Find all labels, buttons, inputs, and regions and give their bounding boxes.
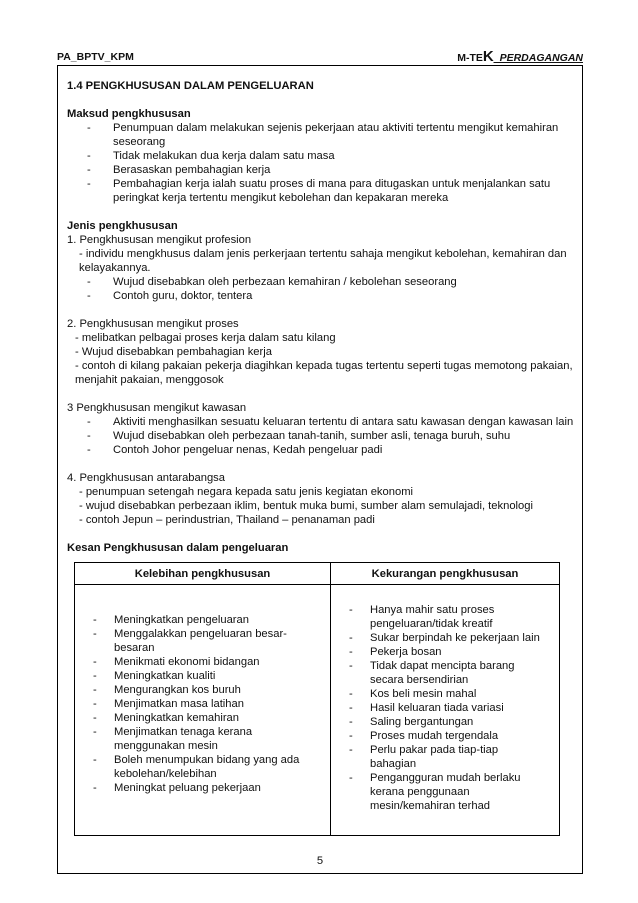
kelebihan-cell	[75, 585, 331, 836]
list-item: - Penumpuan dalam melakukan sejenis pekerjaan atau aktiviti tertentu mengikut kemahiran seseorang	[87, 122, 559, 148]
list-item: - Pekerja bosan	[349, 646, 442, 658]
list-item-text: Hanya mahir satu proses pengeluaran/tidak kreatif	[370, 604, 495, 630]
header-left-code: PA_BPTV_KPM	[57, 51, 134, 63]
list-item-text: Menjimatkan tenaga kerana menggunakan mesin	[114, 726, 253, 752]
list-item: - Saling bergantungan	[349, 716, 474, 728]
list-item-text: Sukar berpindah ke pekerjaan lain	[370, 632, 540, 644]
list-item: - Boleh menumpukan bidang yang ada kebolehan/kelebihan	[93, 754, 300, 780]
list-item-text: Boleh menumpukan bidang yang ada kebolehan/kelebihan	[114, 754, 300, 780]
kekurangan-column-header: Kekurangan pengkhususan	[331, 563, 560, 585]
list-item: - Pembahagian kerja ialah suatu proses di mana para ditugaskan untuk menjalankan satu peringkat kerja tertentu mengikut kebolehan dan kepakaran mereka	[87, 178, 551, 204]
list-item-text: Aktiviti menghasilkan sesuatu keluaran tertentu di antara satu kawasan dengan kawasan lain	[113, 416, 574, 428]
list-item: - Kos beli mesin mahal	[349, 688, 477, 700]
list-item-text: Wujud disebabkan oleh perbezaan tanah-tanih, sumber asli, tenaga buruh, suhu	[113, 430, 511, 442]
jenis-1-description: - individu mengkhusus dalam jenis perkerjaan tertentu sahaja mengikut kebolehan, kemahiran dan kelayakannya.	[79, 248, 567, 274]
list-item: - Sukar berpindah ke pekerjaan lain	[349, 632, 540, 644]
maksud-list	[67, 121, 574, 205]
list-item: - Aktiviti menghasilkan sesuatu keluaran tertentu di antara satu kawasan dengan kawasan lain	[87, 416, 574, 428]
list-item-text: Contoh guru, doktor, tentera	[113, 290, 253, 302]
jenis-3-list	[67, 415, 574, 457]
list-item-text: Menikmati ekonomi bidangan	[114, 656, 260, 668]
header-right-title	[457, 50, 583, 65]
table-row	[75, 585, 560, 836]
list-item: - Contoh Johor pengeluar nenas, Kedah pengeluar padi	[87, 444, 383, 456]
kekurangan-cell	[331, 585, 560, 836]
list-item: - Perlu pakar pada tiap-tiap bahagian	[349, 744, 499, 770]
list-item-text: Pekerja bosan	[370, 646, 442, 658]
list-item: - Contoh guru, doktor, tentera	[87, 290, 253, 302]
list-item-text: Meningkat peluang pekerjaan	[114, 782, 261, 794]
list-item-text: Hasil keluaran tiada variasi	[370, 702, 504, 714]
list-item-text: Meningkatkan kemahiran	[114, 712, 239, 724]
kesan-heading: Kesan Pengkhususan dalam pengeluaran	[67, 542, 289, 554]
list-item: - Wujud disebabkan oleh perbezaan kemahiran / kebolehan seseorang	[87, 276, 457, 288]
jenis-1-list	[67, 275, 574, 303]
list-item: - Menikmati ekonomi bidangan	[93, 656, 260, 668]
list-item-text: Menggalakkan pengeluaran besar-besaran	[114, 628, 287, 654]
list-item: - Menjimatkan tenaga kerana menggunakan mesin	[93, 726, 253, 752]
list-item: - Mengurangkan kos buruh	[93, 684, 241, 696]
jenis-1-title: 1. Pengkhususan mengikut profesion	[67, 234, 252, 246]
list-item-text: Meningkatkan kualiti	[114, 670, 216, 682]
header-right-prefix: M-TE	[457, 52, 483, 64]
list-item-text: Penumpuan dalam melakukan sejenis pekerjaan atau aktiviti tertentu mengikut kemahiran seseorang	[113, 122, 559, 148]
list-item: - Meningkatkan kualiti	[93, 670, 216, 682]
list-item-text: Berasaskan pembahagian kerja	[113, 164, 271, 176]
list-item-text: Wujud disebabkan oleh perbezaan kemahiran / kebolehan seseorang	[113, 276, 457, 288]
list-item-text: Mengurangkan kos buruh	[114, 684, 241, 696]
list-item-text: Tidak dapat mencipta barang secara bersendirian	[370, 660, 515, 686]
jenis-3-title: 3 Pengkhususan mengikut kawasan	[67, 402, 247, 414]
list-item: - Pengangguran mudah berlaku kerana penggunaan mesin/kemahiran terhad	[349, 772, 521, 812]
list-item: - Tidak dapat mencipta barang secara bersendirian	[349, 660, 515, 686]
kekurangan-list	[331, 603, 559, 813]
header-right-suffix: _PERDAGANGAN	[493, 52, 583, 64]
list-item: - Hasil keluaran tiada variasi	[349, 702, 504, 714]
jenis-2-line: - Wujud disebabkan pembahagian kerja	[75, 346, 272, 358]
list-item-text: Meningkatkan pengeluaran	[114, 614, 249, 626]
page-number: 5	[316, 855, 324, 867]
jenis-4-line: - wujud disebabkan perbezaan iklim, bentuk muka bumi, sumber alam semulajadi, teknologi	[79, 500, 533, 512]
kelebihan-column-header: Kelebihan pengkhususan	[75, 563, 331, 585]
list-item-text: Saling bergantungan	[370, 716, 474, 728]
maksud-heading: Maksud pengkhususan	[67, 108, 191, 120]
page-header	[57, 50, 583, 64]
list-item: - Proses mudah tergendala	[349, 730, 499, 742]
list-item-text: Contoh Johor pengeluar nenas, Kedah pengeluar padi	[113, 444, 383, 456]
list-item: - Berasaskan pembahagian kerja	[87, 164, 271, 176]
list-item-text: Proses mudah tergendala	[370, 730, 499, 742]
section-title: 1.4 PENGKHUSUSAN DALAM PENGELUARAN	[67, 80, 314, 92]
page-content	[67, 79, 574, 555]
kelebihan-list	[75, 613, 330, 795]
list-item: - Hanya mahir satu proses pengeluaran/tidak kreatif	[349, 604, 495, 630]
table-header-row	[75, 563, 560, 585]
list-item: - Wujud disebabkan oleh perbezaan tanah-tanih, sumber asli, tenaga buruh, suhu	[87, 430, 511, 442]
jenis-4-line: - contoh Jepun – perindustrian, Thailand – penanaman padi	[79, 514, 375, 526]
list-item: - Meningkatkan kemahiran	[93, 712, 239, 724]
page-frame	[57, 65, 583, 874]
jenis-heading: Jenis pengkhususan	[67, 220, 178, 232]
list-item: - Tidak melakukan dua kerja dalam satu masa	[87, 150, 335, 162]
list-item: - Menjimatkan masa latihan	[93, 698, 244, 710]
kesan-table	[74, 562, 560, 836]
list-item-text: Perlu pakar pada tiap-tiap bahagian	[370, 744, 499, 770]
jenis-4-line: - penumpuan setengah negara kepada satu jenis kegiatan ekonomi	[79, 486, 413, 498]
list-item-text: Menjimatkan masa latihan	[114, 698, 244, 710]
list-item-text: Pengangguran mudah berlaku kerana penggunaan mesin/kemahiran terhad	[370, 772, 521, 812]
list-item: - Meningkat peluang pekerjaan	[93, 782, 261, 794]
list-item-text: Tidak melakukan dua kerja dalam satu masa	[113, 150, 335, 162]
list-item-text: Kos beli mesin mahal	[370, 688, 477, 700]
jenis-4-title: 4. Pengkhususan antarabangsa	[67, 472, 225, 484]
list-item: - Meningkatkan pengeluaran	[93, 614, 249, 626]
jenis-2-title: 2. Pengkhususan mengikut proses	[67, 318, 239, 330]
jenis-2-line: - contoh di kilang pakaian pekerja diagihkan kepada tugas tertentu seperti tugas memotong pakaian, menjahit pakaian, menggosok	[75, 360, 573, 386]
header-right-big-letter: K	[482, 48, 494, 65]
jenis-2-line: - melibatkan pelbagai proses kerja dalam satu kilang	[75, 332, 336, 344]
list-item: - Menggalakkan pengeluaran besar-besaran	[93, 628, 287, 654]
list-item-text: Pembahagian kerja ialah suatu proses di mana para ditugaskan untuk menjalankan satu peringkat kerja tertentu mengikut kebolehan dan kepakaran mereka	[113, 178, 551, 204]
